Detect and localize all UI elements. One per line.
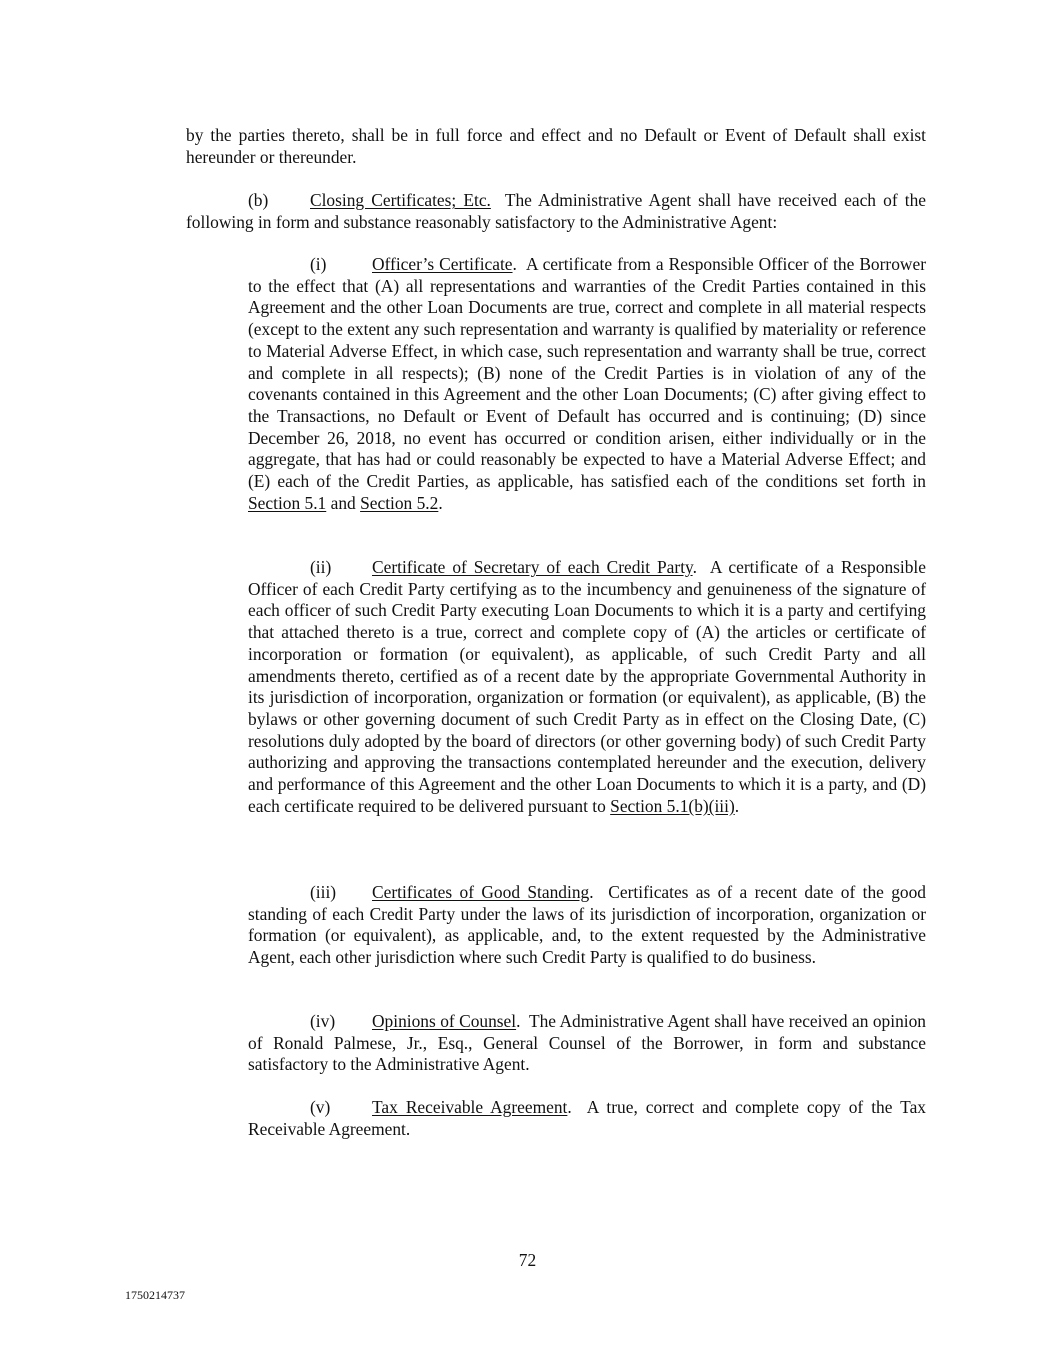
document-id: 1750214737 [125, 1288, 185, 1302]
page-number: 72 [518, 1250, 537, 1270]
item-v-text: A true, correct and complete copy of the Tax Receivable Agreement. [248, 1097, 926, 1139]
item-ii-text: A certificate of a Responsible Officer of each Credit Party certifying as to the incumbency and genuineness of the signature of each officer of such Credit Party executing Loan Documents to which it is a party and certifying that attached thereto is a true, correct and complete copy of (A) the articles or certificate of incorporation or formation (or equivalent), as applicable, of such Credit Party and all amendments thereto, certified as of a recent date by the appropriate Governmental Authority in its jurisdiction of incorporation, organization or formation (or equivalent), as applicable, (B) the bylaws or other governing document of such Credit Party as in effect on the Closing Date, (C) resolutions duly adopted by the board of directors (or other governing body) of such Credit Party authorizing and approving the transactions contemplated hereunder and the execution, delivery and performance of this Agreement and the other Loan Documents to which it is a party, and (D) each certificate required to be delivered pursuant to [248, 557, 926, 816]
item-v-paragraph: (v) Tax Receivable Agreement. A true, correct and complete copy of the Tax Receivable Agreement. [248, 1097, 926, 1139]
item-i-number: (i) [310, 254, 327, 274]
item-ii-heading: Certificate of Secretary of each Credit Party [372, 557, 693, 577]
item-iv-text: The Administrative Agent shall have received an opinion of Ronald Palmese, Jr., Esq., General Counsel of the Borrower, in form and substance satisfactory to the Administrative Agent. [248, 1011, 926, 1075]
item-iii-heading: Certificates of Good Standing [372, 882, 590, 902]
item-iii-text: Certificates as of a recent date of the good standing of each Credit Party under the laws of its jurisdiction of incorporation, organization or formation (or equivalent), as applicable, and, to the extent requested by the Administrative Agent, each other jurisdiction where such Credit Party is qualified to do business. [248, 882, 926, 968]
item-ii-paragraph: (ii) Certificate of Secretary of each Credit Party. A certificate of a Responsible Officer of each Credit Party certifying as to the incumbency and genuineness of the signature of each officer of such Credit Party executing Loan Documents to which it is a party and certifying that attached thereto is a true, correct and complete copy of (A) the articles or certificate of incorporation or formation (or equivalent), as applicable, of such Credit Party and all amendments thereto, certified as of a recent date by the appropriate Governmental Authority in its jurisdiction of incorporation, organization or formation (or equivalent), as applicable, (B) the bylaws or other governing document of such Credit Party as in effect on the Closing Date, (C) resolutions duly adopted by the board of directors (or other governing body) of such Credit Party authorizing and approving the transactions contemplated hereunder and the execution, delivery and performance of this Agreement and the other Loan Documents to which it is a party, and (D) each certificate required to be delivered pursuant to Section 5.1(b)(iii). [248, 557, 926, 816]
item-v-number: (v) [310, 1097, 331, 1117]
section-ref-link[interactable]: Section 5.1 [248, 492, 327, 513]
item-iv-number: (iv) [310, 1011, 336, 1031]
item-iii-paragraph: (iii) Certificates of Good Standing. Certificates as of a recent date of the good standing of each Credit Party under the laws of its jurisdiction of incorporation, organization or formation (or equivalent), as applicable, and, to the extent requested by the Administrative Agent, each other jurisdiction where such Credit Party is qualified to do business. [248, 882, 926, 968]
item-i-heading: Officer’s Certificate [372, 254, 513, 274]
item-ii-number: (ii) [310, 557, 332, 577]
item-i-text: A certificate from a Responsible Officer of the Borrower to the effect that (A) all representations and warranties of the Credit Parties contained in this Agreement and the other Loan Documents are true, correct and complete in all material respects (except to the extent any such representation and warranty is qualified by materiality or reference to Material Adverse Effect, in which case, such representation and warranty shall be true, correct and complete in all respects); (B) none of the Credit Parties is in violation of any of the covenants contained in this Agreement and the other Loan Documents; (C) after giving effect to the Transactions, no Default or Event of Default has occurred and is continuing; (D) since December 26, 2018, no event has occurred or condition arisen, either individually or in the aggregate, that has had or could reasonably be expected to have a Material Adverse Effect; and (E) each of the Credit Parties, as applicable, has satisfied each of the conditions set forth in [248, 254, 926, 492]
section-ref-link[interactable]: Section 5.2 [360, 492, 439, 513]
item-iv-heading: Opinions of Counsel [372, 1011, 517, 1031]
item-i-paragraph: (i) Officer’s Certificate. A certificate from a Responsible Officer of the Borrower to the effect that (A) all representations and warranties of the Credit Parties contained in this Agreement and the other Loan Documents are true, correct and complete in all material respects (except to the extent any such representation and warranty is qualified by materiality or reference to Material Adverse Effect, in which case, such representation and warranty shall be true, correct and complete in all respects); (B) none of the Credit Parties is in violation of any of the covenants contained in this Agreement and the other Loan Documents; (C) after giving effect to the Transactions, no Default or Event of Default has occurred and is continuing; (D) since December 26, 2018, no event has occurred or condition arisen, either individually or in the aggregate, that has had or could reasonably be expected to have a Material Adverse Effect; and (E) each of the Credit Parties, as applicable, has satisfied each of the conditions set forth in Section 5.1 and Section 5.2. [248, 254, 926, 513]
section-b-text: The Administrative Agent shall have received each of the following in form and substance reasonably satisfactory to the Administrative Agent: [186, 190, 926, 232]
section-b-paragraph [186, 190, 926, 233]
section-b-heading: Closing Certificates; Etc. [310, 190, 491, 210]
item-iii-number: (iii) [310, 882, 337, 902]
item-v-heading: Tax Receivable Agreement [372, 1097, 568, 1117]
intro-paragraph: by the parties thereto, shall be in full force and effect and no Default or Event of Default shall exist hereunder or thereunder. [186, 125, 926, 167]
section-b-number: (b) [248, 190, 269, 210]
item-iv-paragraph: (iv) Opinions of Counsel. The Administrative Agent shall have received an opinion of Ronald Palmese, Jr., Esq., General Counsel of the Borrower, in form and substance satisfactory to the Administrative Agent. [248, 1011, 926, 1075]
section-ref-link[interactable]: Section 5.1(b)(iii) [610, 795, 735, 816]
